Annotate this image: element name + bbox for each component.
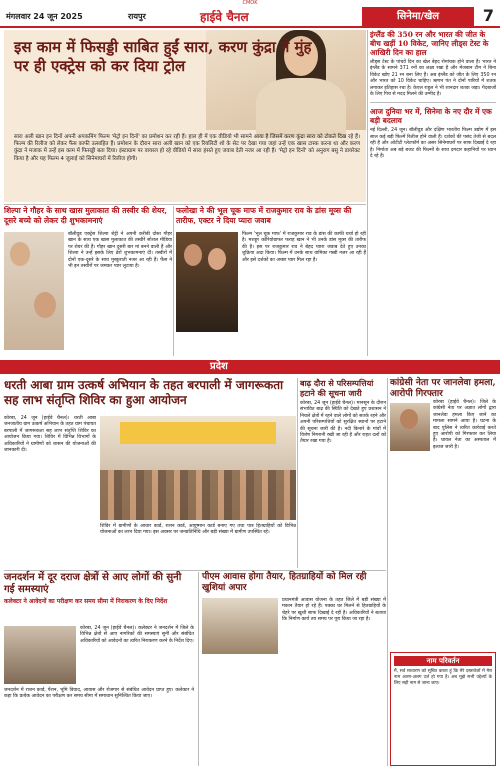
shilpa-story[interactable]	[4, 206, 172, 356]
notice-title: नाम परिवर्तन	[394, 656, 492, 666]
village-camp-col2: शिविर में ग्रामीणों के आधार कार्ड, राशन कार्ड, आयुष्मान कार्ड बनाए गए तथा पात्र हितग्राहियों को विभिन्न योजनाओं का लाभ दिया गया। इस अवसर पर जनप्रतिनिधि और बड़ी संख्या में ग्रामीण उपस्थित रहे।	[100, 524, 296, 536]
masthead	[0, 6, 500, 28]
rajkummar-photo	[176, 232, 238, 332]
shilpa-body: बॉलीवुड एक्ट्रेस शिल्पा शेट्टी ने अपनी करीबी दोस्त गौहर खान के साथ एक खास मुलाकात की तस्वीरें सोशल मीडिया पर शेयर की हैं। गौहर खान दूसरी बार मां बनने वाली हैं और शिल्पा ने उन्हें इसके लिए ढेरों शुभकामनाएं दीं। तस्वीरों में दोनों एक-दूसरे के साथ मुस्कुराती नजर आ रही हैं। फैंस ने भी इन तस्वीरों पर जमकर प्यार लुटाया है।	[68, 232, 172, 270]
congress-photo	[390, 403, 430, 451]
edition-city: रायपुर	[128, 12, 146, 21]
collector-col1: कोरबा, 24 जून (हाईवे चैनल)। कलेक्टर ने जनदर्शन में जिले के विभिन्न क्षेत्रों से आए नागरिकों की समस्याएं सुनीं और संबंधित अधिकारियों को आवेदनों का त्वरित निराकरण करने के निर्देश दिए।	[80, 626, 194, 644]
rajkummar-story[interactable]	[176, 206, 366, 356]
shilpa-photo	[4, 232, 64, 350]
section-tab[interactable]: सिनेमा/खेल	[362, 7, 474, 27]
flood-body: कोरबा, 24 जून (हाईवे चैनल)। मानसून के दौरान संभावित बाढ़ की स्थिति को देखते हुए प्रशासन ने निचले क्षेत्रों में रहने वाले लोगों को सतर्क रहने और अपनी परिसम्पत्तियों को सुरक्षित स्थानों पर हटाने की सूचना जारी की है। नदी किनारे के गांवों में विशेष निगरानी रखी जा रही है और राहत दलों को तैयार रखा गया है।	[300, 401, 386, 445]
housing-story[interactable]	[202, 572, 386, 594]
sports-body: लीड्स टेस्ट के पांचवें दिन का खेल बेहद रोमांचक होने वाला है। भारत ने इंग्लैंड के सामने 371 रनों का लक्ष्य रखा है और मेजबान टीम ने बिना विकेट खोए 21 रन बना लिए हैं। अब इंग्लैंड को जीत के लिए 350 रन और भारत को 10 विकेट चाहिए। ऋषभ पंत ने दोनों पारियों में शतक लगाकर इतिहास रचा है। केएल राहुल ने भी शानदार शतक जड़ा। गेंदबाजों के लिए पिच से मदद मिलने की उम्मीद है।	[370, 60, 496, 98]
congress-headline[interactable]: कांग्रेसी नेता पर जानलेवा हमला, आरोपी गिरफ्तार	[390, 378, 496, 399]
page-number: 7	[482, 6, 494, 25]
housing-photo	[202, 598, 278, 654]
rajkummar-body: फिल्म 'भूल चूक माफ' में राजकुमार राव के डांस की काफी चर्चा हो रही है। मशहूर कोरियोग्राफर फराह खान ने भी उनके डांस मूव्स की तारीफ की है। इस पर राजकुमार राव ने बेहद प्यारा जवाब देते हुए उनका शुक्रिया अदा किया। फिल्म में उनके साथ वामिका गब्बी नजर आ रही हैं और इसे दर्शकों का अच्छा प्यार मिल रहा है।	[242, 232, 366, 263]
collector-headline[interactable]: जनदर्शन में दूर दराज क्षेत्रों से आए लोगों की सुनी गई समस्याएं	[4, 572, 182, 595]
shilpa-headline[interactable]: शिल्पा ने गौहर के साथ खास मुलाकात की तस्वीर की शेयर, दूसरे बच्चे को लेकर दी शुभकामनाएं	[4, 206, 168, 225]
name-change-notice	[390, 652, 496, 766]
village-camp-col1: कोरबा, 24 जून (हाईवे चैनल)। धरती आबा जनजातीय ग्राम उत्कर्ष अभियान के तहत ग्राम पंचायत बरपाली में जागरूकता सह लाभ संतृप्ति शिविर का आयोजन किया गया। शिविर में विभिन्न विभागों के अधिकारियों ने ग्रामीणों को शासन की योजनाओं की जानकारी दी।	[4, 416, 96, 454]
brand-logo: हाईवे चैनल	[200, 10, 249, 24]
pradesh-section-bar	[0, 360, 500, 374]
rajkummar-headline[interactable]: फलोखा ने की भूल चूक माफ में राजकुमार राव के डांस मूव्स की तारीफ, एक्टर ने दिया प्यारा जवाब	[176, 206, 352, 225]
congress-story[interactable]	[390, 378, 496, 453]
village-camp-story[interactable]	[4, 378, 296, 568]
sports-headline[interactable]: इंग्लैंड की 350 रन और भारत की जीत के बीच खड़ीं 10 विकेट, जानिए लीड्स टेस्ट के आखिरी दिन का हाल	[370, 30, 489, 57]
flood-headline[interactable]: बाढ़ दौरा से परिसम्पत्तियां हटाने की सूचना जारी	[300, 378, 374, 398]
collector-subheadline: कलेक्टर ने आवेदनों का परीक्षण कर समय सीमा में निराकरण के दिए निर्देश	[4, 598, 168, 605]
congress-body: कोरबा (हाईवे चैनल)। जिले के कांग्रेसी नेता पर अज्ञात लोगों द्वारा जानलेवा हमला किए जाने का मामला सामने आया है। घटना के बाद पुलिस ने त्वरित कार्रवाई करते हुए आरोपी को गिरफ्तार कर लिया है। घायल नेता का अस्पताल में इलाज जारी है।	[433, 400, 496, 450]
collector-story[interactable]	[4, 572, 386, 766]
notice-body: मैं, सर्व साधारण को सूचित करता हूं कि मेरे दस्तावेजों में मेरा नाम अलग-अलग दर्ज हो गया है। अब मुझे सभी उद्देश्यों के लिए सही नाम से जाना जाए।	[394, 669, 492, 686]
hero-story[interactable]	[4, 30, 366, 202]
hero-headline[interactable]: इस काम में फिसड्डी साबित हुईं सारा, करण कुंद्रा ने मुंह पर ही एक्ट्रेस को कर दिया ट्रोल	[14, 38, 312, 75]
sports-column	[370, 30, 496, 160]
collector-col2: जनदर्शन में राशन कार्ड, पेंशन, भूमि विवाद, आवास और रोजगार से संबंधित आवेदन प्राप्त हुए। कलेक्टर ने कहा कि प्रत्येक आवेदन का परीक्षण कर समय सीमा में समाधान सुनिश्चित किया जाए।	[4, 688, 194, 700]
village-camp-headline[interactable]: धरती आबा ग्राम उत्कर्ष अभियान के तहत बरपाली में जागरूकता सह लाभ संतृप्ति शिविर का हुआ आयोजन	[4, 378, 284, 407]
flood-story[interactable]	[300, 378, 386, 446]
issue-date: मंगलवार 24 जून 2025	[6, 12, 83, 21]
village-camp-photo	[100, 416, 296, 520]
pradesh-label: प्रदेश	[210, 361, 228, 372]
hero-body: सारा अली खान इन दिनों अपनी अपकमिंग फिल्म 'मेट्रो इन दिनों' का प्रमोशन कर रही हैं। हाल ही में एक वीडियो भी सामने आया है जिसमें करण कुंद्रा सारा को टोकते दिख रहे हैं। फिल्म की रिलीज को लेकर फैंस काफी उत्साहित हैं। प्रमोशन के दौरान सारा अली खान को एक रियलिटी शो के सेट पर देखा गया जहां उन्हें एक खास टास्क करना था और करण कुंद्रा ने मजाक में उन्हें इस काम में फिसड्डी बता दिया। इंस्टाग्राम पर वायरल हो रहे वीडियो में सारा हंसते हुए जवाब देती नजर आ रही हैं। 'मेट्रो इन दिनों' को अनुराग बसु ने डायरेक्ट किया है और यह फिल्म 4 जुलाई को सिनेमाघरों में रिलीज होगी।	[14, 134, 360, 162]
housing-headline[interactable]: पीएम आवास होगा तैयार, हितग्राहियों को मिल रही खुशियां अपार	[202, 572, 367, 593]
collector-photo	[4, 626, 76, 684]
cinema-body: नई दिल्ली, 24 जून। बॉलीवुड और दक्षिण भारतीय फिल्म उद्योग में इस साल कई बड़ी फिल्में रिलीज होने वाली हैं। दर्शकों की पसंद तेजी से बदल रही है और ओटीटी प्लेटफॉर्म का असर सिनेमाघरों पर साफ दिखाई दे रहा है। निर्माता अब बड़े बजट की फिल्मों के साथ दमदार कहानियों पर ध्यान दे रहे हैं।	[370, 128, 496, 160]
cinema-headline[interactable]: आज दुनिया भर में, सिनेमा के नए दौर में एक बड़ी बदलाव	[370, 107, 492, 126]
top-mark: CMOK	[242, 0, 258, 6]
housing-body: प्रधानमंत्री आवास योजना के तहत जिले में बड़ी संख्या में मकान तैयार हो रहे हैं। पक्का घर मिलने से हितग्राहियों के चेहरे पर खुशी साफ दिखाई दे रही है। अधिकारियों ने बताया कि निर्माण कार्य तय समय पर पूरा किया जा रहा है।	[282, 598, 386, 623]
